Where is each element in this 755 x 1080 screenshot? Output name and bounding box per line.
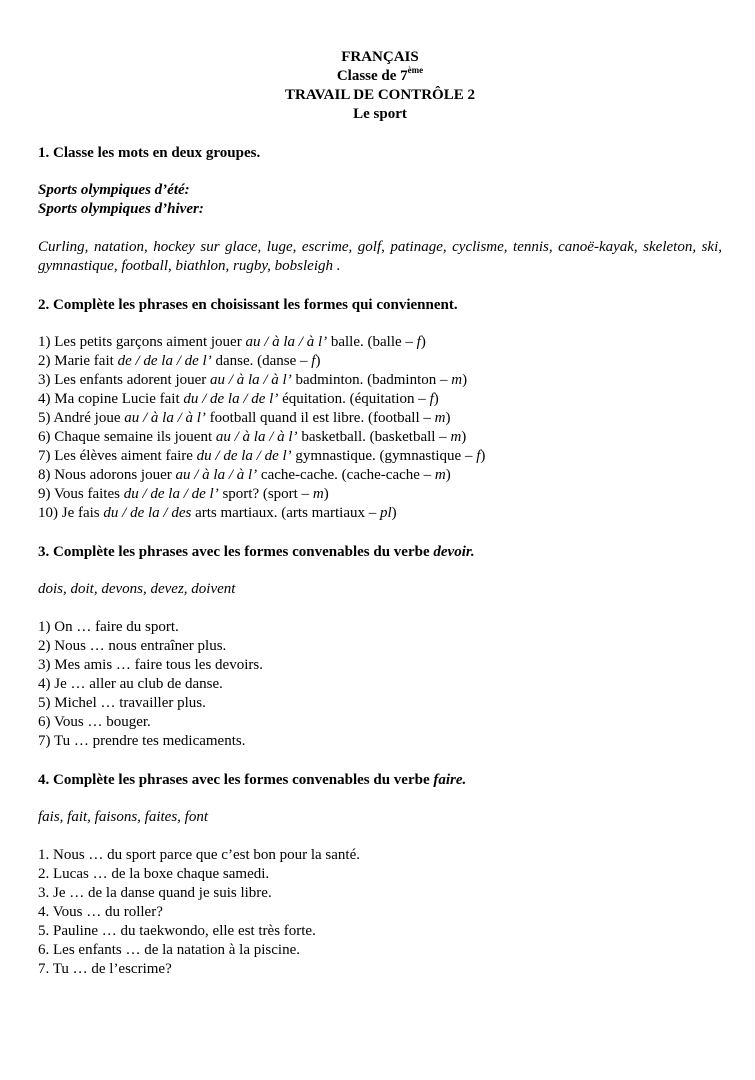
section-3-list <box>38 618 722 751</box>
exercise-2-item <box>38 352 722 371</box>
section-4-title <box>38 771 722 790</box>
item-options: du / de la / de l’ <box>183 391 279 407</box>
section-4-list <box>38 846 722 979</box>
exercise-4-item: 5. Pauline … du taekwondo, elle est très forte. <box>38 923 316 939</box>
worksheet-header <box>38 48 722 124</box>
exercise-4-item: 4. Vous … du roller? <box>38 904 163 920</box>
section-2-title: 2. Complète les phrases en choisissant les formes qui conviennent. <box>38 297 458 313</box>
section-3-title <box>38 543 722 562</box>
subject-title: FRANÇAIS <box>341 49 419 65</box>
item-text: ) <box>462 372 468 388</box>
item-text: 6) Chaque semaine ils jouent <box>38 429 216 445</box>
exercise-3-item: 3) Mes amis … faire tous les devoirs. <box>38 657 263 673</box>
section-3-title-verb: devoir. <box>433 544 475 560</box>
exercise-3-item: 6) Vous … bouger. <box>38 714 151 730</box>
section-1-title: 1. Classe les mots en deux groupes. <box>38 145 261 161</box>
item-text: ) <box>323 486 329 502</box>
exercise-3-item: 5) Michel … travailler plus. <box>38 695 206 711</box>
exercise-2-item <box>38 409 722 428</box>
item-text: 4) Ma copine Lucie fait <box>38 391 184 407</box>
item-gender: m <box>450 429 462 445</box>
item-text: ) <box>480 448 486 464</box>
item-text: équitation. (équitation – <box>278 391 430 407</box>
item-gender: f <box>429 391 434 407</box>
item-text: gymnastique. (gymnastique – <box>291 448 477 464</box>
item-text: 7) Les élèves aiment faire <box>38 448 197 464</box>
item-text: 2) Marie fait <box>38 353 118 369</box>
item-text: danse. (danse – <box>211 353 312 369</box>
item-text: ) <box>461 429 467 445</box>
exercise-2-item <box>38 485 722 504</box>
class-level <box>38 67 722 86</box>
item-gender: pl <box>380 505 392 521</box>
exercise-2-item <box>38 333 722 352</box>
group-winter-label: Sports olympiques d’hiver: <box>38 201 204 217</box>
item-gender: m <box>434 467 446 483</box>
exercise-2-item <box>38 390 722 409</box>
item-text: basketball. (basketball – <box>297 429 451 445</box>
item-text: ) <box>433 391 439 407</box>
item-text: 8) Nous adorons jouer <box>38 467 176 483</box>
item-options: de / de la / de l’ <box>117 353 212 369</box>
item-options: du / de la / des <box>103 505 192 521</box>
exercise-2-item <box>38 428 722 447</box>
sports-word-list: Curling, natation, hockey sur glace, luge, escrime, golf, patinage, cyclisme, tennis, canoë-kayak, skeleton, ski, gymnastique, football, biathlon, rugby, bobsleigh . <box>38 239 722 274</box>
exercise-2-item <box>38 466 722 485</box>
item-options: du / de la / de l’ <box>196 448 292 464</box>
item-text: arts martiaux. (arts martiaux – <box>191 505 380 521</box>
class-level-sup: ème <box>407 65 424 75</box>
item-gender: m <box>312 486 324 502</box>
class-level-text: Classe de 7 <box>336 68 408 84</box>
item-text: 5) André joue <box>38 410 125 426</box>
item-gender: f <box>311 353 316 369</box>
topic-title: Le sport <box>353 106 407 122</box>
item-text: 1) Les petits garçons aiment jouer <box>38 334 246 350</box>
item-options: au / à la / à l’ <box>210 372 292 388</box>
section-2-list <box>38 333 722 523</box>
section-3-title-text: 3. Complète les phrases avec les formes convenables du verbe <box>38 544 434 560</box>
item-text: balle. (balle – <box>327 334 417 350</box>
section-4-title-text: 4. Complète les phrases avec les formes convenables du verbe <box>38 772 434 788</box>
item-text: ) <box>445 410 451 426</box>
section-4 <box>38 771 722 979</box>
exercise-4-item: 2. Lucas … de la boxe chaque samedi. <box>38 866 270 882</box>
item-text: 3) Les enfants adorent jouer <box>38 372 211 388</box>
item-text: cache-cache. (cache-cache – <box>257 467 435 483</box>
worksheet-page <box>38 48 722 979</box>
section-3 <box>38 543 722 751</box>
exercise-3-item: 7) Tu … prendre tes medicaments. <box>38 733 246 749</box>
item-text: football quand il est libre. (football – <box>205 410 435 426</box>
item-text: badminton. (badminton – <box>291 372 452 388</box>
item-gender: f <box>476 448 481 464</box>
section-1 <box>38 144 722 276</box>
item-gender: f <box>416 334 421 350</box>
exercise-2-item <box>38 371 722 390</box>
exercise-4-item: 1. Nous … du sport parce que c’est bon pour la santé. <box>38 847 361 863</box>
item-text: ) <box>420 334 426 350</box>
item-gender: m <box>451 372 463 388</box>
section-3-forms: dois, doit, devons, devez, doivent <box>38 581 236 597</box>
section-4-title-verb: faire. <box>433 772 467 788</box>
item-options: au / à la / à l’ <box>175 467 258 483</box>
item-options: du / de la / de l’ <box>123 486 219 502</box>
exercise-3-item: 2) Nous … nous entraîner plus. <box>38 638 227 654</box>
item-text: ) <box>391 505 397 521</box>
item-gender: m <box>434 410 446 426</box>
item-text: ) <box>315 353 321 369</box>
section-2 <box>38 296 722 523</box>
exercise-4-item: 3. Je … de la danse quand je suis libre. <box>38 885 272 901</box>
item-text: 10) Je fais <box>38 505 104 521</box>
item-text: 9) Vous faites <box>38 486 124 502</box>
item-options: au / à la / à l’ <box>215 429 298 445</box>
test-title: TRAVAIL DE CONTRÔLE 2 <box>285 87 475 103</box>
exercise-4-item: 7. Tu … de l’escrime? <box>38 961 172 977</box>
group-summer-label: Sports olympiques d’été: <box>38 182 190 198</box>
item-options: au / à la / à l’ <box>245 334 328 350</box>
exercise-3-item: 4) Je … aller au club de danse. <box>38 676 223 692</box>
section-4-forms: fais, fait, faisons, faites, font <box>38 809 209 825</box>
item-text: ) <box>445 467 451 483</box>
item-options: au / à la / à l’ <box>124 410 206 426</box>
exercise-3-item: 1) On … faire du sport. <box>38 619 179 635</box>
exercise-2-item <box>38 447 722 466</box>
exercise-2-item <box>38 504 722 523</box>
exercise-4-item: 6. Les enfants … de la natation à la piscine. <box>38 942 300 958</box>
item-text: sport? (sport – <box>218 486 313 502</box>
